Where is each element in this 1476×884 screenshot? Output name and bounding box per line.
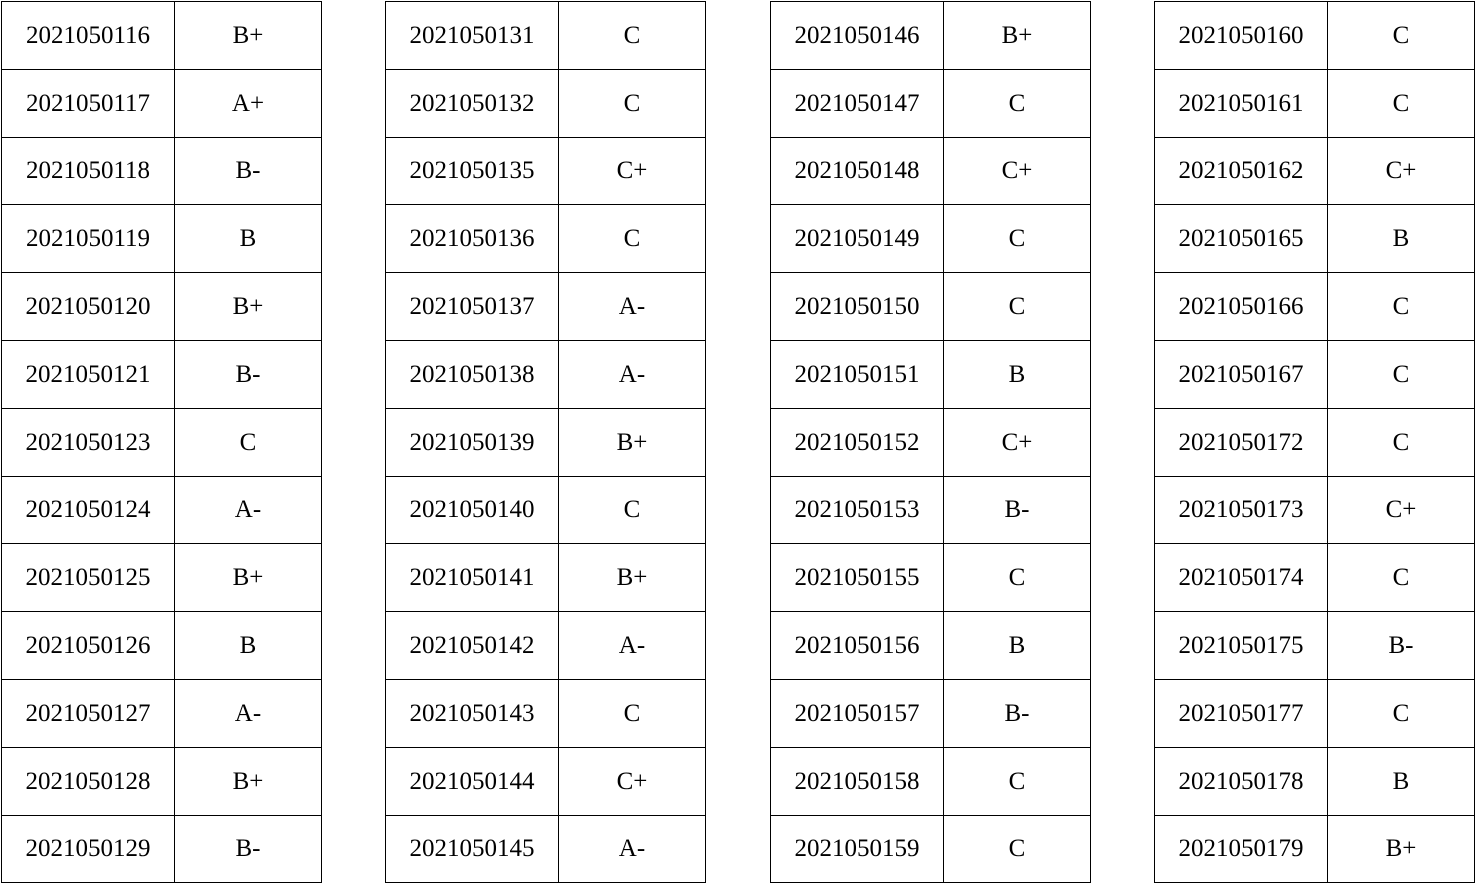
table-row [771,69,1091,137]
grade-cell: A- [559,340,706,408]
student-id-cell: 2021050143 [386,679,559,747]
student-id-cell: 2021050156 [771,612,944,680]
grade-cell: A- [559,815,706,883]
grade-cell: A- [175,476,322,544]
table-row [2,476,322,544]
grade-cell: B+ [559,544,706,612]
student-id-cell: 2021050150 [771,273,944,341]
grade-cell: C [559,69,706,137]
student-id-cell: 2021050145 [386,815,559,883]
table-row [2,2,322,70]
grade-cell: C+ [944,408,1091,476]
grade-cell: B+ [175,544,322,612]
grade-cell: C [559,679,706,747]
grade-cell: B [175,612,322,680]
grade-cell: C [944,544,1091,612]
grade-cell: C [1328,679,1475,747]
student-id-cell: 2021050159 [771,815,944,883]
grade-cell: B+ [559,408,706,476]
table-row [1155,205,1475,273]
student-id-cell: 2021050135 [386,137,559,205]
grade-cell: B [1328,205,1475,273]
student-id-cell: 2021050148 [771,137,944,205]
table-row [1155,2,1475,70]
table-row [386,747,706,815]
student-id-cell: 2021050119 [2,205,175,273]
grade-cell: C+ [1328,137,1475,205]
student-id-cell: 2021050126 [2,612,175,680]
grade-cell: B+ [175,2,322,70]
student-id-cell: 2021050125 [2,544,175,612]
student-id-cell: 2021050124 [2,476,175,544]
grade-cell: B- [175,815,322,883]
grade-cell: A- [559,273,706,341]
table-row [386,273,706,341]
grade-cell: B- [175,340,322,408]
grade-cell: B [944,612,1091,680]
table-row [771,815,1091,883]
student-id-cell: 2021050165 [1155,205,1328,273]
student-id-cell: 2021050167 [1155,340,1328,408]
table-row [771,408,1091,476]
table-row [1155,679,1475,747]
grade-cell: B [175,205,322,273]
table-row [386,137,706,205]
student-id-cell: 2021050177 [1155,679,1328,747]
table-row [386,544,706,612]
student-id-cell: 2021050136 [386,205,559,273]
grade-cell: B+ [175,747,322,815]
table-row [771,747,1091,815]
grade-cell: C+ [559,137,706,205]
student-id-cell: 2021050175 [1155,612,1328,680]
table-row [386,612,706,680]
grade-cell: B+ [944,2,1091,70]
grade-cell: A+ [175,69,322,137]
grade-cell: C [944,273,1091,341]
grade-table-3 [770,1,1091,883]
grade-cell: B+ [175,273,322,341]
table-row [1155,408,1475,476]
grade-cell: C [1328,544,1475,612]
grade-table-1 [1,1,322,883]
student-id-cell: 2021050139 [386,408,559,476]
grade-cell: A- [175,679,322,747]
table-row [2,205,322,273]
table-row [1155,747,1475,815]
grade-cell: B [944,340,1091,408]
table-row [2,747,322,815]
table-row [1155,340,1475,408]
table-row [386,69,706,137]
student-id-cell: 2021050128 [2,747,175,815]
table-row [2,69,322,137]
table-row [771,612,1091,680]
student-id-cell: 2021050153 [771,476,944,544]
student-id-cell: 2021050144 [386,747,559,815]
grade-table-4 [1154,1,1475,883]
table-row [2,815,322,883]
table-row [771,137,1091,205]
grade-cell: C [944,815,1091,883]
student-id-cell: 2021050132 [386,69,559,137]
student-id-cell: 2021050157 [771,679,944,747]
student-id-cell: 2021050141 [386,544,559,612]
table-row [1155,476,1475,544]
grade-cell: C [944,747,1091,815]
table-row [2,137,322,205]
table-row [771,273,1091,341]
student-id-cell: 2021050155 [771,544,944,612]
table-row [386,205,706,273]
grade-cell: C [559,476,706,544]
student-id-cell: 2021050127 [2,679,175,747]
grade-cell: C [1328,273,1475,341]
grade-cell: A- [559,612,706,680]
student-id-cell: 2021050172 [1155,408,1328,476]
student-id-cell: 2021050117 [2,69,175,137]
grade-cell: C+ [944,137,1091,205]
table-row [386,476,706,544]
student-id-cell: 2021050166 [1155,273,1328,341]
grade-cell: C [1328,69,1475,137]
table-row [771,2,1091,70]
student-id-cell: 2021050178 [1155,747,1328,815]
table-row [386,408,706,476]
table-row [2,408,322,476]
student-id-cell: 2021050160 [1155,2,1328,70]
grade-cell: C [559,205,706,273]
table-row [771,679,1091,747]
table-row [1155,612,1475,680]
table-row [771,544,1091,612]
table-row [1155,544,1475,612]
grade-table-2 [385,1,706,883]
table-row [771,205,1091,273]
grade-cell: B+ [1328,815,1475,883]
table-row [1155,137,1475,205]
student-id-cell: 2021050147 [771,69,944,137]
student-id-cell: 2021050173 [1155,476,1328,544]
student-id-cell: 2021050138 [386,340,559,408]
student-id-cell: 2021050131 [386,2,559,70]
table-row [1155,69,1475,137]
student-id-cell: 2021050162 [1155,137,1328,205]
student-id-cell: 2021050123 [2,408,175,476]
table-row [2,340,322,408]
table-row [2,273,322,341]
grade-cell: B- [175,137,322,205]
grade-cell: C [1328,2,1475,70]
student-id-cell: 2021050179 [1155,815,1328,883]
table-row [1155,273,1475,341]
student-id-cell: 2021050146 [771,2,944,70]
table-row [1155,815,1475,883]
student-id-cell: 2021050142 [386,612,559,680]
grade-cell: B- [1328,612,1475,680]
table-row [386,2,706,70]
table-row [2,544,322,612]
student-id-cell: 2021050161 [1155,69,1328,137]
student-id-cell: 2021050120 [2,273,175,341]
table-row [2,679,322,747]
student-id-cell: 2021050137 [386,273,559,341]
table-row [386,340,706,408]
student-id-cell: 2021050140 [386,476,559,544]
table-row [386,815,706,883]
student-id-cell: 2021050152 [771,408,944,476]
grade-cell: C [1328,340,1475,408]
table-row [2,612,322,680]
student-id-cell: 2021050118 [2,137,175,205]
grade-cell: B [1328,747,1475,815]
table-row [771,476,1091,544]
grade-cell: B- [944,679,1091,747]
grade-cell: C+ [1328,476,1475,544]
table-row [386,679,706,747]
student-id-cell: 2021050151 [771,340,944,408]
student-id-cell: 2021050116 [2,2,175,70]
grade-cell: C [559,2,706,70]
student-id-cell: 2021050121 [2,340,175,408]
student-id-cell: 2021050158 [771,747,944,815]
grade-cell: C+ [559,747,706,815]
grade-cell: C [175,408,322,476]
table-row [771,340,1091,408]
grade-cell: B- [944,476,1091,544]
grade-cell: C [944,205,1091,273]
grade-cell: C [1328,408,1475,476]
student-id-cell: 2021050129 [2,815,175,883]
student-id-cell: 2021050149 [771,205,944,273]
student-id-cell: 2021050174 [1155,544,1328,612]
grade-cell: C [944,69,1091,137]
